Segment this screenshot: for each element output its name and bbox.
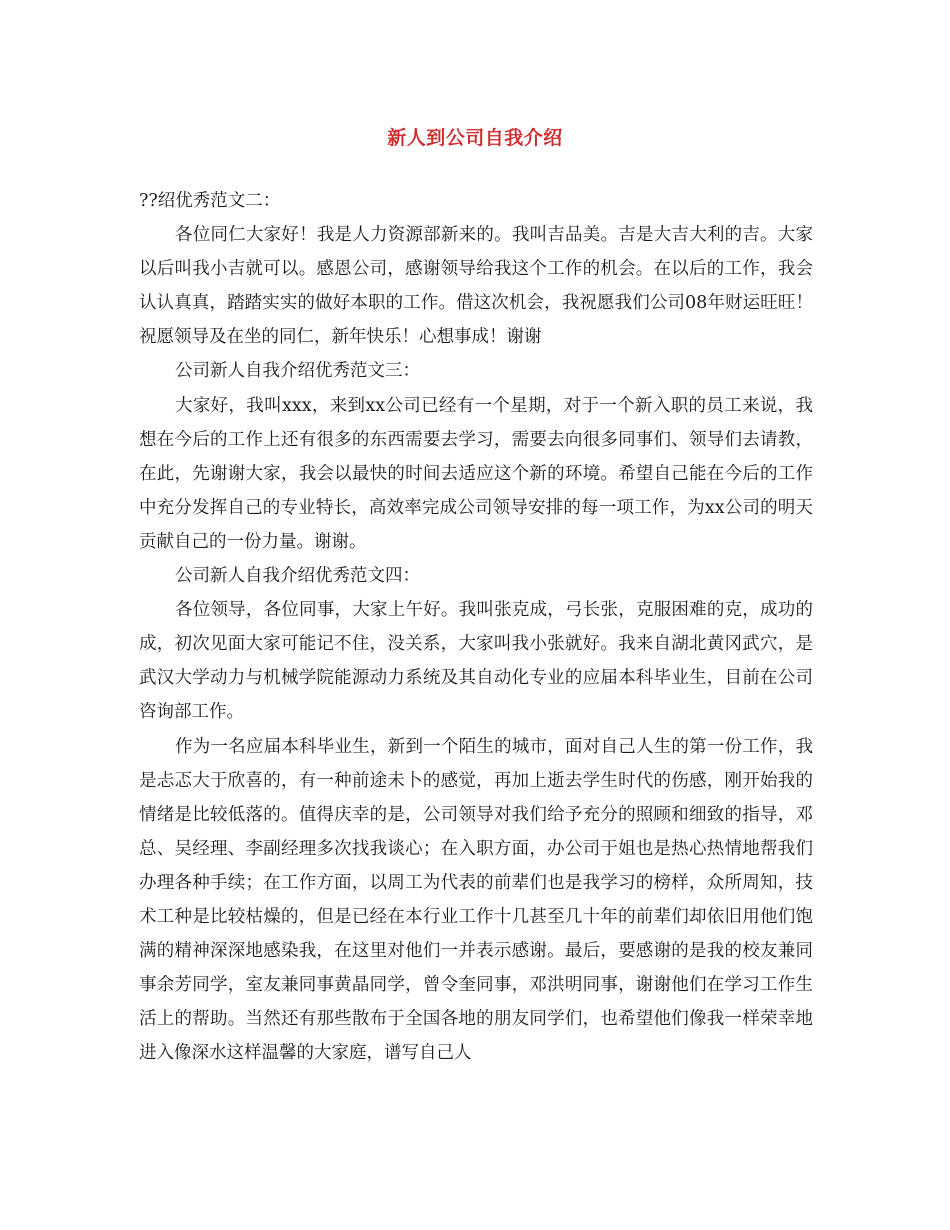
paragraph: 公司新人自我介绍优秀范文三： [175, 361, 420, 382]
paragraph: 作为一名应届本科毕业生，新到一个陌生的城市，面对自己人生的第一份工作，我是忐忑大于欣喜的，有一种前途未卜的感觉，再加上逝去学生时代的伤感，刚开始我的情绪是比较低落的。值得庆幸的是，公司领导对我们给予充分的照顾和细致的指导，邓总、吴经理、李副经理多次找我谈心；在入职方面，办公司于姐也是热心热情地帮我们办理各种手续；在工作方面，以周工为代表的前辈们也是我学习的榜样，众所周知，技术工种是比较枯燥的，但是已经在本行业工作十几甚至几十年的前辈们却依旧用他们饱满的精神深深地感染我，在这里对他们一并表示感谢。最后，要感谢的是我的校友兼同事余芳同学，室友兼同事黄晶同学，曾令奎同事，邓洪明同事，谢谢他们在学习工作生活上的帮助。当然还有那些散布于全国各地的朋友同学们，也希望他们像我一样荣幸地进入像深水这样温馨的大家庭，谱写自己人 [139, 736, 813, 1064]
document-title: 新人到公司自我介绍 [387, 127, 563, 149]
paragraph: 公司新人自我介绍优秀范文四： [175, 566, 420, 587]
paragraph: ??绍优秀范文二： [139, 191, 281, 211]
paragraph: 各位同仁大家好！我是人力资源部新来的。我叫吉品美。吉是大吉大利的吉。大家以后叫我小吉就可以。感恩公司，感谢领导给我这个工作的机会。在以后的工作，我会认认真真，踏踏实实的做好本职的工作。借这次机会，我祝愿我们公司08年财运旺旺！祝愿领导及在坐的同仁，新年快乐！心想事成！谢谢 [139, 225, 813, 348]
document-body [139, 184, 813, 1070]
paragraph: 各位领导，各位同事，大家上午好。我叫张克成，弓长张，克服困难的克，成功的成，初次见面大家可能记不住，没关系，大家叫我小张就好。我来自湖北黄冈武穴，是武汉大学动力与机械学院能源动力系统及其自动化专业的应届本科毕业生，目前在公司咨询部工作。 [139, 600, 813, 723]
paragraph: 大家好，我叫xxx，来到xx公司已经有一个星期，对于一个新入职的员工来说，我想在今后的工作上还有很多的东西需要去学习，需要去向很多同事们、领导们去请教，在此，先谢谢大家，我会以最快的时间去适应这个新的环境。希望自己能在今后的工作中充分发挥自己的专业特长，高效率完成公司领导安排的每一项工作，为xx公司的明天贡献自己的一份力量。谢谢。 [139, 395, 813, 552]
